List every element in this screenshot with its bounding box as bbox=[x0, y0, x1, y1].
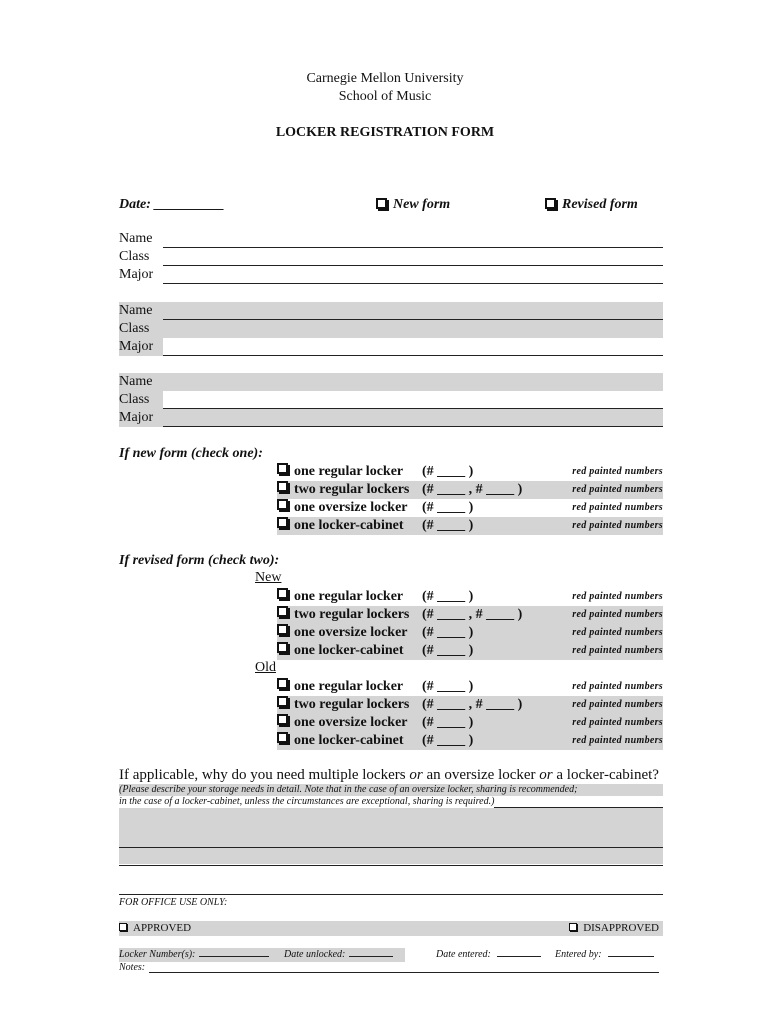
form-title: LOCKER REGISTRATION FORM bbox=[275, 125, 495, 140]
disapproved-option[interactable]: DISAPPROVED bbox=[569, 921, 659, 936]
option-row[interactable] bbox=[277, 714, 663, 732]
explanation-line[interactable] bbox=[119, 848, 663, 866]
option-note: red painted numbers bbox=[572, 627, 663, 638]
checkbox-icon[interactable] bbox=[277, 463, 288, 474]
old-subheading: Old bbox=[255, 660, 276, 675]
option-label: one oversize locker bbox=[294, 715, 408, 730]
multiple-lockers-section bbox=[119, 766, 663, 864]
option-label: two regular lockers bbox=[294, 482, 410, 497]
option-note: red painted numbers bbox=[572, 502, 663, 513]
major-label: Major bbox=[119, 410, 154, 425]
locker-number-field[interactable]: (# ____ ) bbox=[422, 464, 474, 479]
instructions-line-1: (Please describe your storage needs in detail. Note that in the case of an oversize locker, sharing is recommended; bbox=[119, 784, 578, 795]
option-note: red painted numbers bbox=[572, 699, 663, 710]
option-row[interactable] bbox=[277, 642, 663, 660]
major-field[interactable] bbox=[163, 409, 663, 427]
locker-number-field[interactable]: (# ____ , # ____ ) bbox=[422, 697, 523, 712]
checkbox-icon[interactable] bbox=[277, 499, 288, 510]
option-row[interactable] bbox=[277, 606, 663, 624]
date-field[interactable]: Date: __________ bbox=[119, 197, 225, 212]
instructions-line-2: in the case of a locker-cabinet, unless the circumstances are exceptional, sharing is required.) bbox=[119, 796, 495, 807]
major-field[interactable] bbox=[163, 338, 663, 356]
revised-form-heading: If revised form (check two): bbox=[119, 553, 280, 568]
person-block-3 bbox=[119, 373, 663, 427]
option-row[interactable] bbox=[277, 463, 663, 481]
checkbox-icon[interactable] bbox=[277, 642, 288, 653]
option-row[interactable] bbox=[277, 624, 663, 642]
class-label: Class bbox=[119, 249, 150, 264]
checkbox-icon[interactable] bbox=[376, 198, 387, 209]
new-form-heading: If new form (check one): bbox=[119, 446, 263, 461]
major-label: Major bbox=[119, 339, 154, 354]
option-label: one locker-cabinet bbox=[294, 643, 404, 658]
class-field[interactable] bbox=[163, 248, 663, 266]
checkbox-icon[interactable] bbox=[569, 923, 577, 931]
option-label: one locker-cabinet bbox=[294, 518, 404, 533]
checkbox-icon[interactable] bbox=[277, 732, 288, 743]
option-label: one oversize locker bbox=[294, 625, 408, 640]
option-note: red painted numbers bbox=[572, 681, 663, 692]
multiple-lockers-question: If applicable, why do you need multiple lockers or an oversize locker or a locker-cabinet? bbox=[119, 766, 663, 784]
locker-number-field[interactable]: (# ____ ) bbox=[422, 679, 474, 694]
locker-number-field[interactable]: (# ____ ) bbox=[422, 733, 474, 748]
locker-number-field[interactable]: (# ____ ) bbox=[422, 589, 474, 604]
name-label: Name bbox=[119, 303, 153, 318]
checkbox-icon[interactable] bbox=[277, 696, 288, 707]
person-block-1 bbox=[119, 230, 663, 284]
option-row[interactable] bbox=[277, 517, 663, 535]
option-label: one oversize locker bbox=[294, 500, 408, 515]
university-name: Carnegie Mellon University bbox=[306, 71, 464, 86]
revised-form-label: Revised form bbox=[562, 197, 638, 212]
option-row[interactable] bbox=[277, 732, 663, 750]
locker-numbers-field[interactable]: Locker Number(s): bbox=[119, 949, 269, 960]
name-label: Name bbox=[119, 231, 153, 246]
option-row[interactable] bbox=[277, 499, 663, 517]
locker-number-field[interactable]: (# ____ , # ____ ) bbox=[422, 482, 523, 497]
name-field[interactable] bbox=[163, 373, 663, 391]
name-label: Name bbox=[119, 374, 153, 389]
new-form-options bbox=[277, 463, 663, 535]
option-note: red painted numbers bbox=[572, 645, 663, 656]
option-label: one regular locker bbox=[294, 464, 404, 479]
class-label: Class bbox=[119, 321, 150, 336]
locker-number-field[interactable]: (# ____ ) bbox=[422, 625, 474, 640]
date-entered-field[interactable]: Date entered: bbox=[436, 949, 541, 960]
option-note: red painted numbers bbox=[572, 484, 663, 495]
checkbox-icon[interactable] bbox=[277, 481, 288, 492]
option-row[interactable] bbox=[277, 696, 663, 714]
class-field[interactable] bbox=[163, 320, 663, 338]
option-note: red painted numbers bbox=[572, 609, 663, 620]
locker-number-field[interactable]: (# ____ ) bbox=[422, 500, 474, 515]
option-label: two regular lockers bbox=[294, 697, 410, 712]
revised-form-option[interactable] bbox=[545, 197, 638, 213]
explanation-line[interactable] bbox=[494, 796, 663, 808]
option-row[interactable] bbox=[277, 588, 663, 606]
checkbox-icon[interactable] bbox=[277, 517, 288, 528]
entered-by-field[interactable]: Entered by: bbox=[555, 949, 654, 960]
option-label: one regular locker bbox=[294, 589, 404, 604]
option-row[interactable] bbox=[277, 678, 663, 696]
new-subheading: New bbox=[255, 570, 282, 585]
option-note: red painted numbers bbox=[572, 717, 663, 728]
office-use-heading: FOR OFFICE USE ONLY: bbox=[119, 897, 228, 908]
notes-field[interactable]: Notes: bbox=[119, 962, 659, 973]
name-field[interactable] bbox=[163, 302, 663, 320]
major-field[interactable] bbox=[163, 266, 663, 284]
new-form-option[interactable] bbox=[376, 197, 450, 213]
school-name: School of Music bbox=[338, 89, 432, 104]
person-block-2 bbox=[119, 302, 663, 356]
option-label: two regular lockers bbox=[294, 607, 410, 622]
name-field[interactable] bbox=[163, 230, 663, 248]
locker-number-field[interactable]: (# ____ ) bbox=[422, 518, 474, 533]
revised-old-options bbox=[277, 678, 663, 750]
locker-number-field[interactable]: (# ____ ) bbox=[422, 643, 474, 658]
locker-number-field[interactable]: (# ____ ) bbox=[422, 715, 474, 730]
class-label: Class bbox=[119, 392, 150, 407]
date-unlocked-field[interactable]: Date unlocked: bbox=[284, 949, 393, 960]
checkbox-icon[interactable] bbox=[277, 624, 288, 635]
option-label: one locker-cabinet bbox=[294, 733, 404, 748]
revised-new-options bbox=[277, 588, 663, 660]
option-note: red painted numbers bbox=[572, 591, 663, 602]
approved-option[interactable]: APPROVED bbox=[119, 921, 191, 936]
class-field[interactable] bbox=[163, 391, 663, 409]
checkbox-icon[interactable] bbox=[277, 678, 288, 689]
option-note: red painted numbers bbox=[572, 735, 663, 746]
office-divider bbox=[119, 894, 663, 895]
checkbox-icon[interactable] bbox=[277, 714, 288, 725]
approval-row bbox=[119, 921, 663, 936]
checkbox-icon[interactable] bbox=[119, 923, 127, 931]
checkbox-icon[interactable] bbox=[277, 606, 288, 617]
explanation-area[interactable] bbox=[119, 808, 663, 842]
checkbox-icon[interactable] bbox=[277, 588, 288, 599]
locker-number-field[interactable]: (# ____ , # ____ ) bbox=[422, 607, 523, 622]
checkbox-icon[interactable] bbox=[545, 198, 556, 209]
major-label: Major bbox=[119, 267, 154, 282]
option-label: one regular locker bbox=[294, 679, 404, 694]
option-row[interactable] bbox=[277, 481, 663, 499]
new-form-label: New form bbox=[393, 197, 451, 212]
option-note: red painted numbers bbox=[572, 520, 663, 531]
option-note: red painted numbers bbox=[572, 466, 663, 477]
